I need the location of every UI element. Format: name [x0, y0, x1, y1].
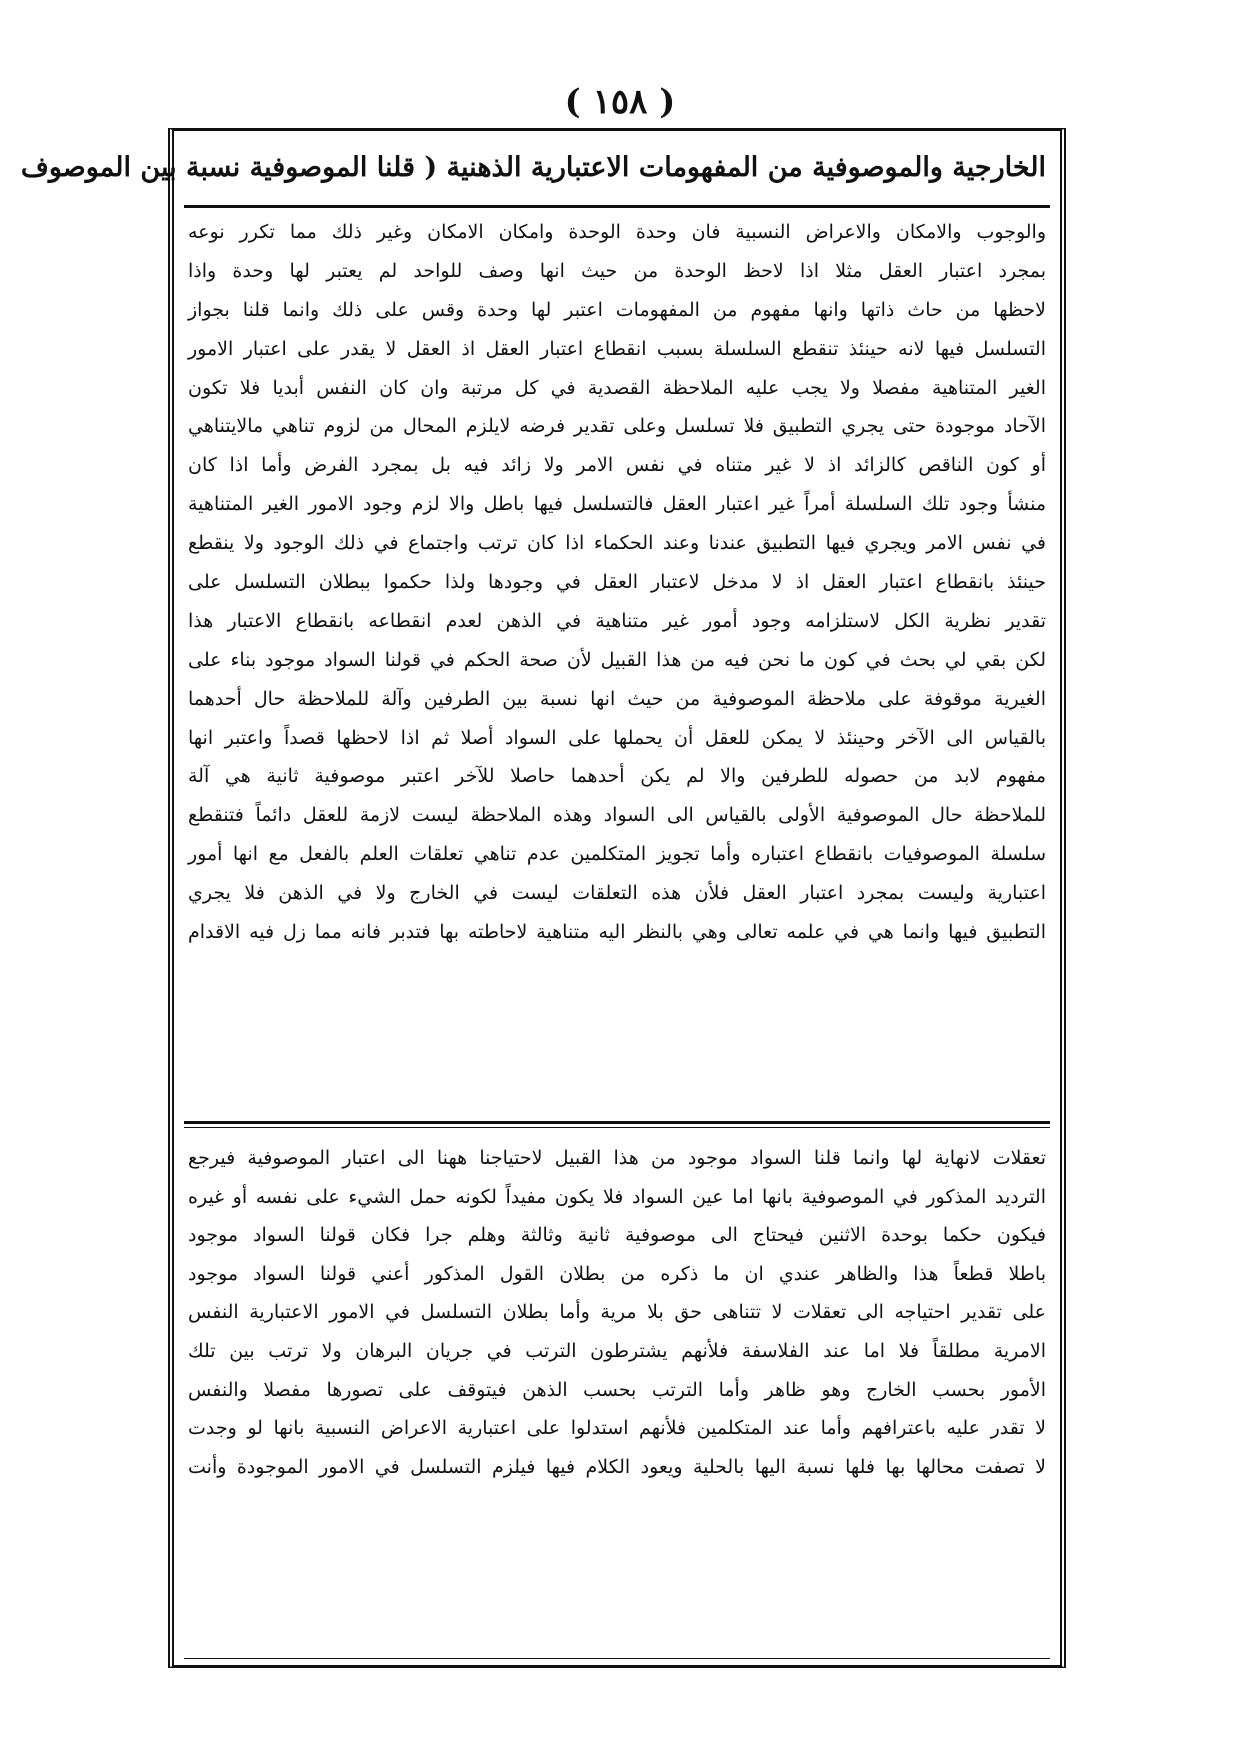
page-number: ( ١٥٨ )	[564, 82, 676, 122]
page-frame	[20, 128, 1066, 1668]
text-line: سلسلة الموصوفيات بانقطاع اعتباره وأما تجويز المتكلمين عدم تناهي تعلقات العلم بالفعل مع انها أمور	[188, 843, 1046, 866]
text-line: بالقياس الى الآخر وحينئذ لا يمكن للعقل أن يحملها على السواد أصلا ثم اذا لاحظها قصداً واعتبر انها	[188, 726, 1046, 749]
commentary-block	[188, 213, 1046, 952]
text-line: والوجوب والامكان والاعراض النسبية فان وحدة الوحدة وامكان الامكان وغير ذلك مما تكرر نوعه	[188, 221, 1046, 243]
section-heading: الخارجية والموصوفية من المفهومات الاعتبارية الذهنية ( قلنا الموصوفية نسبة بين الموصوف	[20, 152, 1046, 183]
text-line: لاحظها من حاث ذاتها وانها مفهوم من المفهومات اعتبر لها وحدة وقس على ذلك وانما قلنا بجواز	[188, 298, 1046, 321]
text-line: على تقدير احتياجه الى تعقلات لا تتناهى حق بلا مرية وأما بطلان التسلسل في الامور الاعتبارية النفس	[188, 1301, 1046, 1324]
text-line: اعتبارية وليست بمجرد اعتبار العقل فلأن هذه التعلقات ليست في الخارج ولا في الذهن فلا يجري	[188, 882, 1046, 905]
text-line: لكن بقي لي بحث في كون ما نحن فيه من هذا القبيل لأن صحة الحكم في قولنا السواد موجود بناء على	[188, 648, 1046, 671]
text-line: الغير المتناهية مفصلا ولا يجب عليه الملاحظة القصدية في كل مرتبة وان كان النفس أبديا فلا تكون	[188, 376, 1046, 399]
text-line: الآحاد موجودة حتى يجري التطبيق فلا تسلسل وعلى تقدير فرضه لايلزم المحال من لزوم تناهي مالايتناهي	[188, 415, 1046, 438]
text-line: تقدير نظرية الكل لاستلزامه وجود أمور غير متناهية في الذهن لعدم انقطاعه بانقطاع الاعتبار هذا	[188, 609, 1046, 632]
text-line: مفهوم لابد من حصوله للطرفين والا لم يكن أحدهما حاصلا للآخر اعتبر موصوفية ثانية هي آلة	[188, 765, 1046, 788]
text-line: التطبيق فيها وانما هي في علمه تعالى وهي بالنظر اليه متناهية لاحاطته بها فتدبر فانه مما زل فيه الاقدام	[188, 921, 1046, 944]
text-line: الامرية مطلقاً فلا اما عند الفلاسفة فلأنهم يشترطون الترتب في جريان البرهان ولا ترتب بين تلك	[188, 1339, 1046, 1362]
text-line: باطلا قطعاً هذا والظاهر عندي ان ما ذكره من بطلان القول المذكور أعني قولنا السواد موجود	[188, 1262, 1046, 1285]
text-line: أو كون الناقص كالزائد اذ لا غير متناه في نفس الامر ولا زائد فيه بل بمجرد الفرض وأما اذا كان	[188, 454, 1047, 477]
heading-divider	[184, 205, 1050, 208]
section-divider	[184, 1121, 1050, 1124]
text-line: الأمور بحسب الخارج وهو ظاهر وأما الترتب بحسب الذهن فيتوقف على تصورها مفصلا والنفس	[188, 1378, 1046, 1401]
bottom-divider	[184, 1658, 1050, 1659]
text-line: منشأ وجود تلك السلسلة أمراً غير اعتبار العقل فالتسلسل فيها باطل والا لزم وجود الامور الغير المتناهية	[188, 493, 1046, 516]
text-line: تعقلات لانهاية لها وانما قلنا السواد موجود من هذا القبيل لاحتياجنا ههنا الى اعتبار الموصوفية فيرجع	[188, 1147, 1046, 1169]
text-line: فيكون حكما بوحدة الاثنين فيحتاج الى موصوفية ثانية وثالثة وهلم جرا فكان قولنا السواد موجود	[188, 1224, 1046, 1247]
text-line: الغيرية موقوفة على ملاحظة الموصوفية من حيث انها نسبة بين الطرفين وآلة للملاحظة حال أحدهما	[188, 687, 1046, 710]
text-line: في نفس الامر ويجري فيها التطبيق عندنا وعند الحكماء اذا كان ترتب واجتماع في ذلك الوجود ولا ينقطع	[188, 532, 1046, 555]
text-line: الترديد المذكور في الموصوفية بانها اما عين السواد فلا يكون مفيداً لكونه حمل الشيء على نفسه أو غيره	[188, 1185, 1046, 1208]
text-line: بمجرد اعتبار العقل مثلا اذا لاحظ الوحدة من حيث انها وصف للواحد لم يعتبر لها وحدة واذا	[188, 259, 1046, 282]
text-line: لا تقدر عليه باعترافهم وأما عند المتكلمين فلأنهم استدلوا على اعتبارية الاعراض النسبية بانها لو وجدت	[188, 1417, 1046, 1440]
text-line: حينئذ بانقطاع اعتبار العقل اذ لا مدخل لاعتبار العقل في وجودها ولذا حكموا ببطلان التسلسل على	[188, 571, 1046, 594]
text-line: للملاحظة حال الموصوفية الأولى بالقياس الى السواد وهذه الملاحظة ليست لازمة للعقل دائماً فتنقطع	[188, 804, 1046, 827]
text-line: التسلسل فيها لانه حينئذ تنقطع السلسلة بسبب انقطاع اعتبار العقل اذ العقل لا يقدر على اعتبار الامور	[188, 337, 1046, 360]
text-line: لا تصفت محالها بها فلها نسبة اليها بالحلية ويعود الكلام فيها فيلزم التسلسل في الامور الموجودة وأنت	[188, 1455, 1046, 1478]
lower-text-block	[188, 1139, 1046, 1486]
section-divider-thin	[184, 1127, 1050, 1128]
